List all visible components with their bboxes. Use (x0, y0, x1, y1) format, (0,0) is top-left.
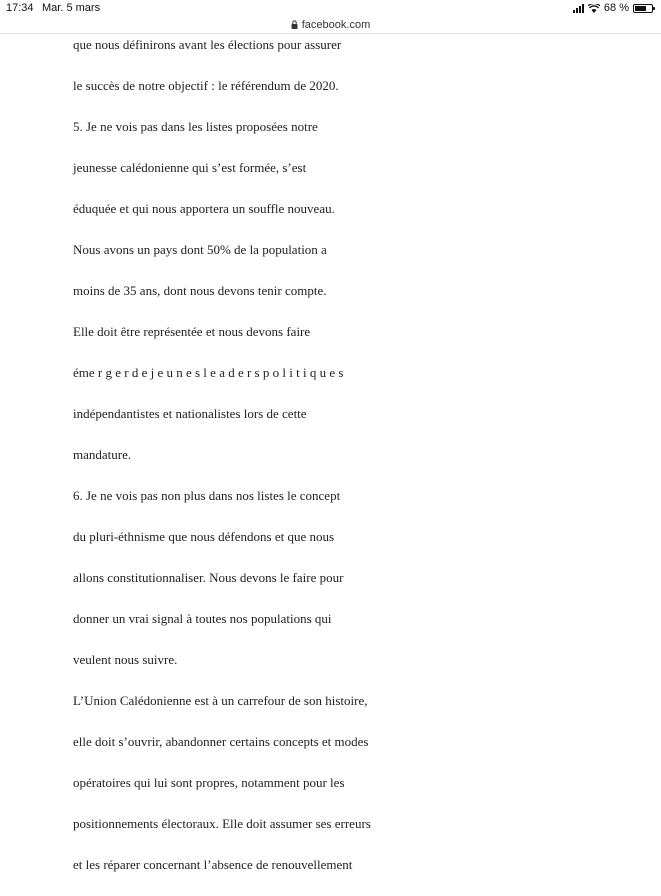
article-line: du pluri-éthnisme que nous défendons et que nous (73, 529, 335, 544)
article-line: positionnements électoraux. Elle doit assumer ses erreurs (73, 816, 371, 831)
article-line: 5. Je ne vois pas dans les listes proposées notre (73, 119, 318, 134)
status-date: Mar. 5 mars (42, 2, 101, 14)
battery-icon (633, 4, 653, 13)
status-time: 17:34 (6, 2, 34, 14)
article-line: elle doit s’ouvrir, abandonner certains concepts et modes (73, 734, 369, 749)
article-line: que nous définirons avant les élections pour assurer (73, 37, 342, 52)
article-line: veulent nous suivre. (73, 652, 178, 667)
article-line: mandature. (73, 447, 132, 462)
url-text: facebook.com (301, 18, 371, 31)
article-line: Nous avons un pays dont 50% de la population a (73, 242, 327, 257)
article-line: opératoires qui lui sont propres, notamment pour les (73, 775, 345, 790)
wifi-icon (588, 4, 600, 13)
battery-percent: 68 % (603, 2, 629, 14)
article-line: moins de 35 ans, dont nous devons tenir compte. (73, 283, 327, 298)
lock-icon (291, 20, 298, 29)
article-line: donner un vrai signal à toutes nos populations qui (73, 611, 332, 626)
article-line: éduquée et qui nous apportera un souffle nouveau. (73, 201, 335, 216)
article-line: allons constitutionnaliser. Nous devons le faire pour (73, 570, 344, 585)
article-line: jeunesse calédonienne qui s’est formée, s’est (73, 160, 307, 175)
article-line: et les réparer concernant l’absence de renouvellement (73, 857, 353, 872)
status-bar (0, 0, 661, 17)
article-line: indépendantistes et nationalistes lors de cette (73, 406, 307, 421)
battery-fill (635, 6, 646, 11)
article-line: 6. Je ne vois pas non plus dans nos listes le concept (73, 488, 341, 503)
cellular-signal-icon (573, 4, 584, 13)
article-line: L’Union Calédonienne est à un carrefour de son histoire, (73, 693, 368, 708)
article-body (73, 35, 413, 896)
address-bar[interactable] (0, 16, 661, 34)
article-line: éme r g e r d e j e u n e s l e a d e r s p o l i t i q u e s (73, 365, 344, 380)
article-line: le succès de notre objectif : le référendum de 2020. (73, 78, 339, 93)
status-indicators (573, 2, 653, 14)
article-line: Elle doit être représentée et nous devons faire (73, 324, 311, 339)
